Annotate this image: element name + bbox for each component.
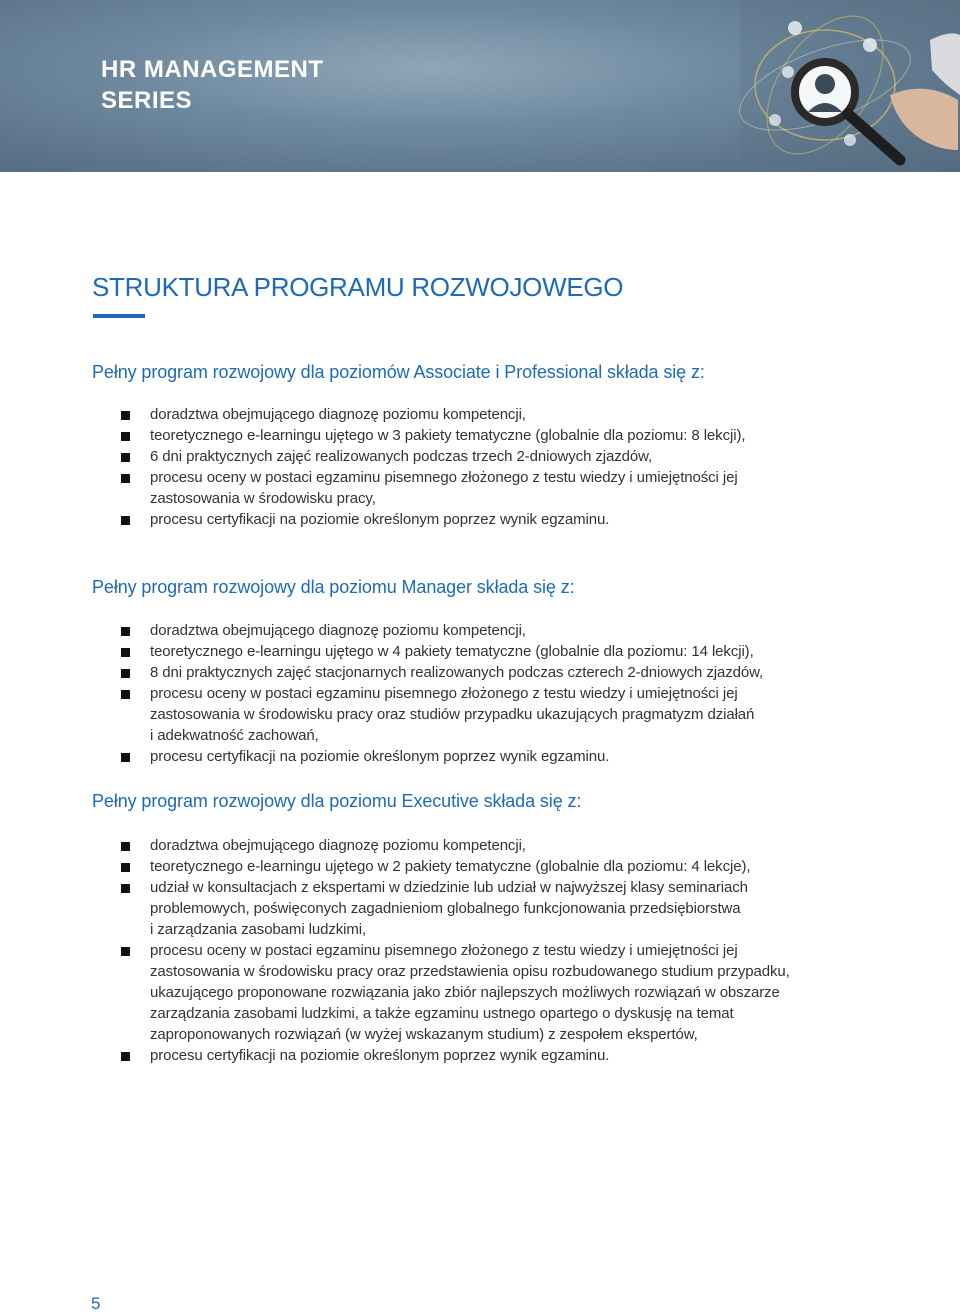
program-list-manager [0,620,910,767]
list-item-text: zaproponowanych rozwiązań (w wyżej wskazanym studium) z zespołem ekspertów, [150,1026,698,1043]
square-bullet-icon [121,627,130,636]
square-bullet-icon [121,690,130,699]
square-bullet-icon [121,884,130,893]
section-intro-executive: Pełny program rozwojowy dla poziomu Executive składa się z: [92,791,582,811]
list-item-text: 6 dni praktycznych zajęć realizowanych podczas trzech 2-dniowych zjazdów, [150,448,653,465]
series-title [101,54,324,116]
series-title-line2: SERIES [101,87,193,114]
header-banner [0,0,960,172]
section-intro-manager: Pełny program rozwojowy dla poziomu Manager składa się z: [92,577,575,597]
list-item-text: zastosowania w środowisku pracy, [150,490,376,507]
list-item [0,641,910,662]
list-item [0,683,910,746]
list-item-text: doradztwa obejmującego diagnozę poziomu kompetencji, [150,837,526,854]
list-item [0,746,910,767]
page-number: 5 [91,1294,101,1313]
list-item [0,467,910,509]
page-title: STRUKTURA PROGRAMU ROZWOJOWEGO [92,272,624,302]
square-bullet-icon [121,669,130,678]
square-bullet-icon [121,411,130,420]
list-item [0,404,910,425]
list-item [0,877,910,940]
list-item-text: i adekwatność zachowań, [150,727,319,744]
list-item-text: zarządzania zasobami ludzkimi, a także egzaminu ustnego opartego o dyskusję na temat [150,1005,734,1022]
square-bullet-icon [121,1052,130,1061]
list-item-text: problemowych, poświęconych zagadnieniom globalnego funkcjonowania przedsiębiorstwa [150,900,741,917]
list-item-text: doradztwa obejmującego diagnozę poziomu kompetencji, [150,406,526,423]
list-item [0,620,910,641]
list-item [0,662,910,683]
square-bullet-icon [121,648,130,657]
list-item-text: doradztwa obejmującego diagnozę poziomu kompetencji, [150,622,526,639]
square-bullet-icon [121,753,130,762]
list-item-text: teoretycznego e-learningu ujętego w 4 pakiety tematyczne (globalnie dla poziomu: 14 lekcji), [150,643,754,660]
square-bullet-icon [121,474,130,483]
list-item [0,509,910,530]
list-item [0,1045,910,1066]
list-item [0,835,910,856]
square-bullet-icon [121,453,130,462]
list-item [0,856,910,877]
list-item-text: procesu certyfikacji na poziomie określonym poprzez wynik egzaminu. [150,748,610,765]
list-item [0,940,910,1045]
square-bullet-icon [121,516,130,525]
list-item-text: zastosowania w środowisku pracy oraz przedstawienia opisu rozbudowanego studium przypadku, [150,963,790,980]
list-item-text: procesu oceny w postaci egzaminu pisemnego złożonego z testu wiedzy i umiejętności jej [150,685,738,702]
list-item-text: i zarządzania zasobami ludzkimi, [150,921,367,938]
list-item-text: ukazującego proponowane rozwiązania jako zbiór najlepszych możliwych rozwiązań w obszarze [150,984,780,1001]
list-item-text: procesu certyfikacji na poziomie określonym poprzez wynik egzaminu. [150,1047,610,1064]
section-intro-associate-professional: Pełny program rozwojowy dla poziomów Associate i Professional składa się z: [92,362,705,382]
square-bullet-icon [121,863,130,872]
list-item-text: 8 dni praktycznych zajęć stacjonarnych realizowanych podczas czterech 2-dniowych zjazdów, [150,664,764,681]
list-item-text: procesu certyfikacji na poziomie określonym poprzez wynik egzaminu. [150,511,610,528]
list-item-text: udział w konsultacjach z ekspertami w dziedzinie lub udział w najwyższej klasy seminariach [150,879,748,896]
list-item-text: teoretycznego e-learningu ujętego w 3 pakiety tematyczne (globalnie dla poziomu: 8 lekcji), [150,427,746,444]
square-bullet-icon [121,947,130,956]
program-list-associate-professional [0,404,910,530]
list-item-text: zastosowania w środowisku pracy oraz studiów przypadku ukazujących pragmatyzm działań [150,706,755,723]
list-item-text: procesu oceny w postaci egzaminu pisemnego złożonego z testu wiedzy i umiejętności jej [150,469,738,486]
list-item-text: teoretycznego e-learningu ujętego w 2 pakiety tematyczne (globalnie dla poziomu: 4 lekcje), [150,858,751,875]
list-item [0,446,910,467]
list-item [0,425,910,446]
series-title-line1: HR MANAGEMENT [101,56,324,83]
program-list-executive [0,835,910,1066]
square-bullet-icon [121,842,130,851]
title-underline [93,314,145,318]
list-item-text: procesu oceny w postaci egzaminu pisemnego złożonego z testu wiedzy i umiejętności jej [150,942,738,959]
square-bullet-icon [121,432,130,441]
magnifier-network-image [700,0,960,172]
